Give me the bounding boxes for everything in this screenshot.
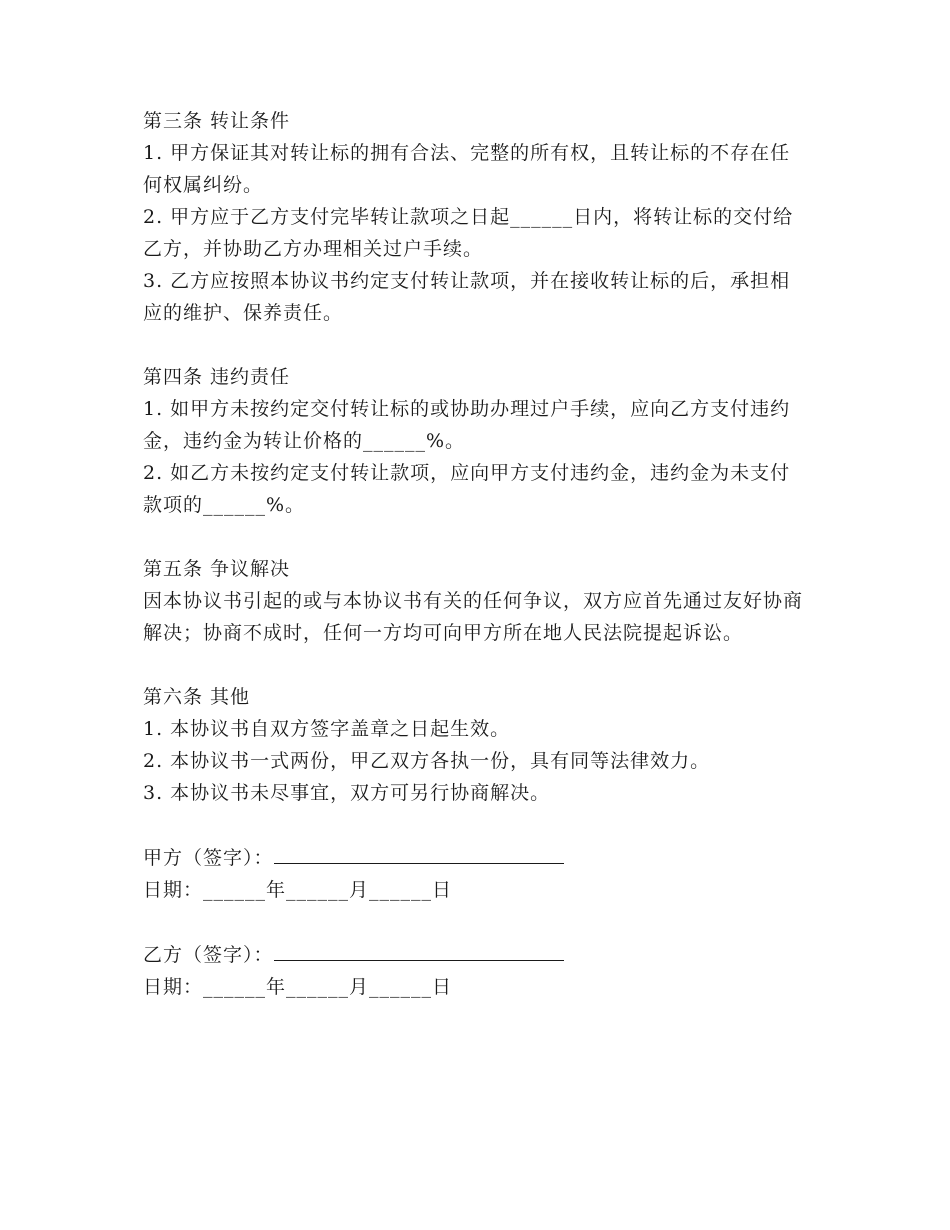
clause-body: 因本协议书引起的或与本协议书有关的任何争议，双方应首先通过友好协商解决；协商不成时，任何一方均可向甲方所在地人民法院提起诉讼。	[143, 590, 804, 644]
article-5	[143, 553, 808, 649]
clause-item: 3. 乙方应按照本协议书约定支付转让款项，并在接收转让标的后，承担相应的维护、保养责任。	[143, 270, 791, 324]
article-4	[143, 361, 808, 521]
clause-item: 2. 如乙方未按约定支付转让款项，应向甲方支付违约金，违约金为未支付款项的______%。	[143, 462, 791, 516]
document-content	[143, 105, 808, 1035]
signature-row	[143, 938, 808, 971]
signature-label: 乙方（签字）：	[143, 944, 274, 966]
signature-line[interactable]	[274, 938, 564, 961]
clause-item: 3. 本协议书未尽事宜，双方可另行协商解决。	[143, 782, 551, 804]
signature-line[interactable]	[274, 841, 564, 864]
clause-item: 2. 甲方应于乙方支付完毕转让款项之日起______日内，将转让标的交付给乙方，并协助乙方办理相关过户手续。	[143, 206, 794, 260]
date-line: 日期：______年______月______日	[143, 879, 453, 901]
article-3	[143, 105, 808, 329]
party-a-signature	[143, 841, 808, 906]
clause-item: 1. 甲方保证其对转让标的拥有合法、完整的所有权，且转让标的不存在任何权属纠纷。	[143, 142, 791, 196]
article-heading: 第四条 违约责任	[143, 366, 291, 388]
clause-item: 1. 如甲方未按约定交付转让标的或协助办理过户手续，应向乙方支付违约金，违约金为转让价格的______%。	[143, 398, 791, 452]
signature-row	[143, 841, 808, 874]
article-heading: 第五条 争议解决	[143, 558, 291, 580]
article-heading: 第三条 转让条件	[143, 110, 291, 132]
clause-item: 2. 本协议书一式两份，甲乙双方各执一份，具有同等法律效力。	[143, 750, 711, 772]
article-heading: 第六条 其他	[143, 686, 251, 708]
signature-label: 甲方（签字）：	[143, 847, 274, 869]
party-b-signature	[143, 938, 808, 1003]
clause-item: 1. 本协议书自双方签字盖章之日起生效。	[143, 718, 511, 740]
date-line: 日期：______年______月______日	[143, 976, 453, 998]
article-6	[143, 681, 808, 809]
